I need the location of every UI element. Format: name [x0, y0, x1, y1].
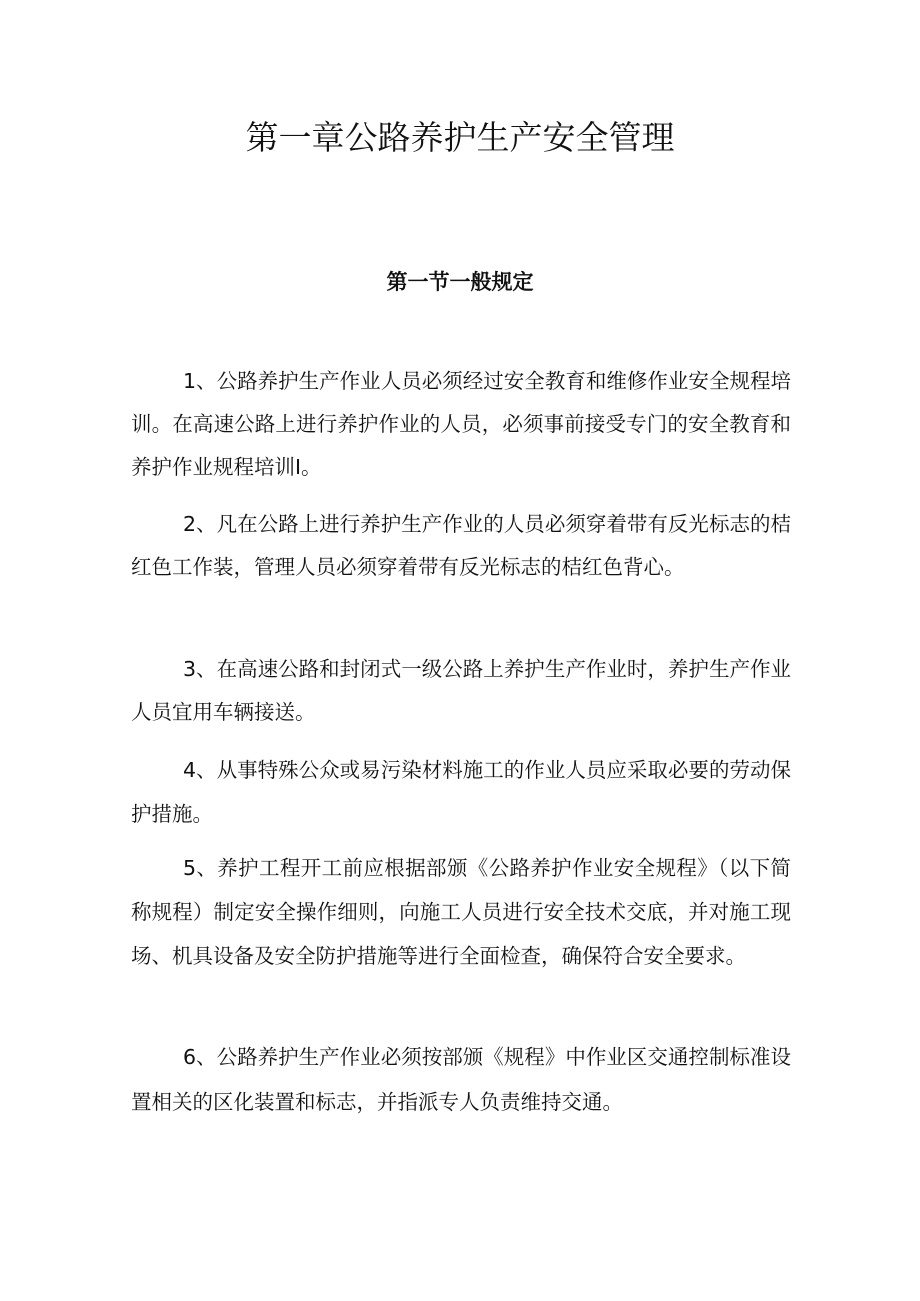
paragraph-5: 5、养护工程开工前应根据部颁《公路养护作业安全规程》（以下简称规程）制定安全操作细则，向施工人员进行安全技术交底，并对施工现场、机具设备及安全防护措施等进行全面检查，确保符合安全要求。	[131, 856, 791, 968]
section-title: 第一节一般规定	[386, 270, 534, 294]
paragraph-1: 1、公路养护生产作业人员必须经过安全教育和维修作业安全规程培训。在高速公路上进行养护作业的人员，必须事前接受专门的安全教育和养护作业规程培训I。	[131, 369, 791, 479]
chapter-title: 第一章公路养护生产安全管理	[245, 118, 675, 157]
paragraph-6: 6、公路养护生产作业必须按部颁《规程》中作业区交通控制标准设置相关的区化装置和标志，并指派专人负责维持交通。	[131, 1045, 791, 1114]
paragraph-4: 4、从事特殊公众或易污染材料施工的作业人员应采取必要的劳动保护措施。	[131, 758, 791, 826]
paragraph-2: 2、凡在公路上进行养护生产作业的人员必须穿着带有反光标志的桔红色工作装，管理人员必须穿着带有反光标志的桔红色背心。	[131, 512, 791, 579]
paragraph-3: 3、在高速公路和封闭式一级公路上养护生产作业时，养护生产作业人员宜用车辆接送。	[131, 657, 791, 724]
